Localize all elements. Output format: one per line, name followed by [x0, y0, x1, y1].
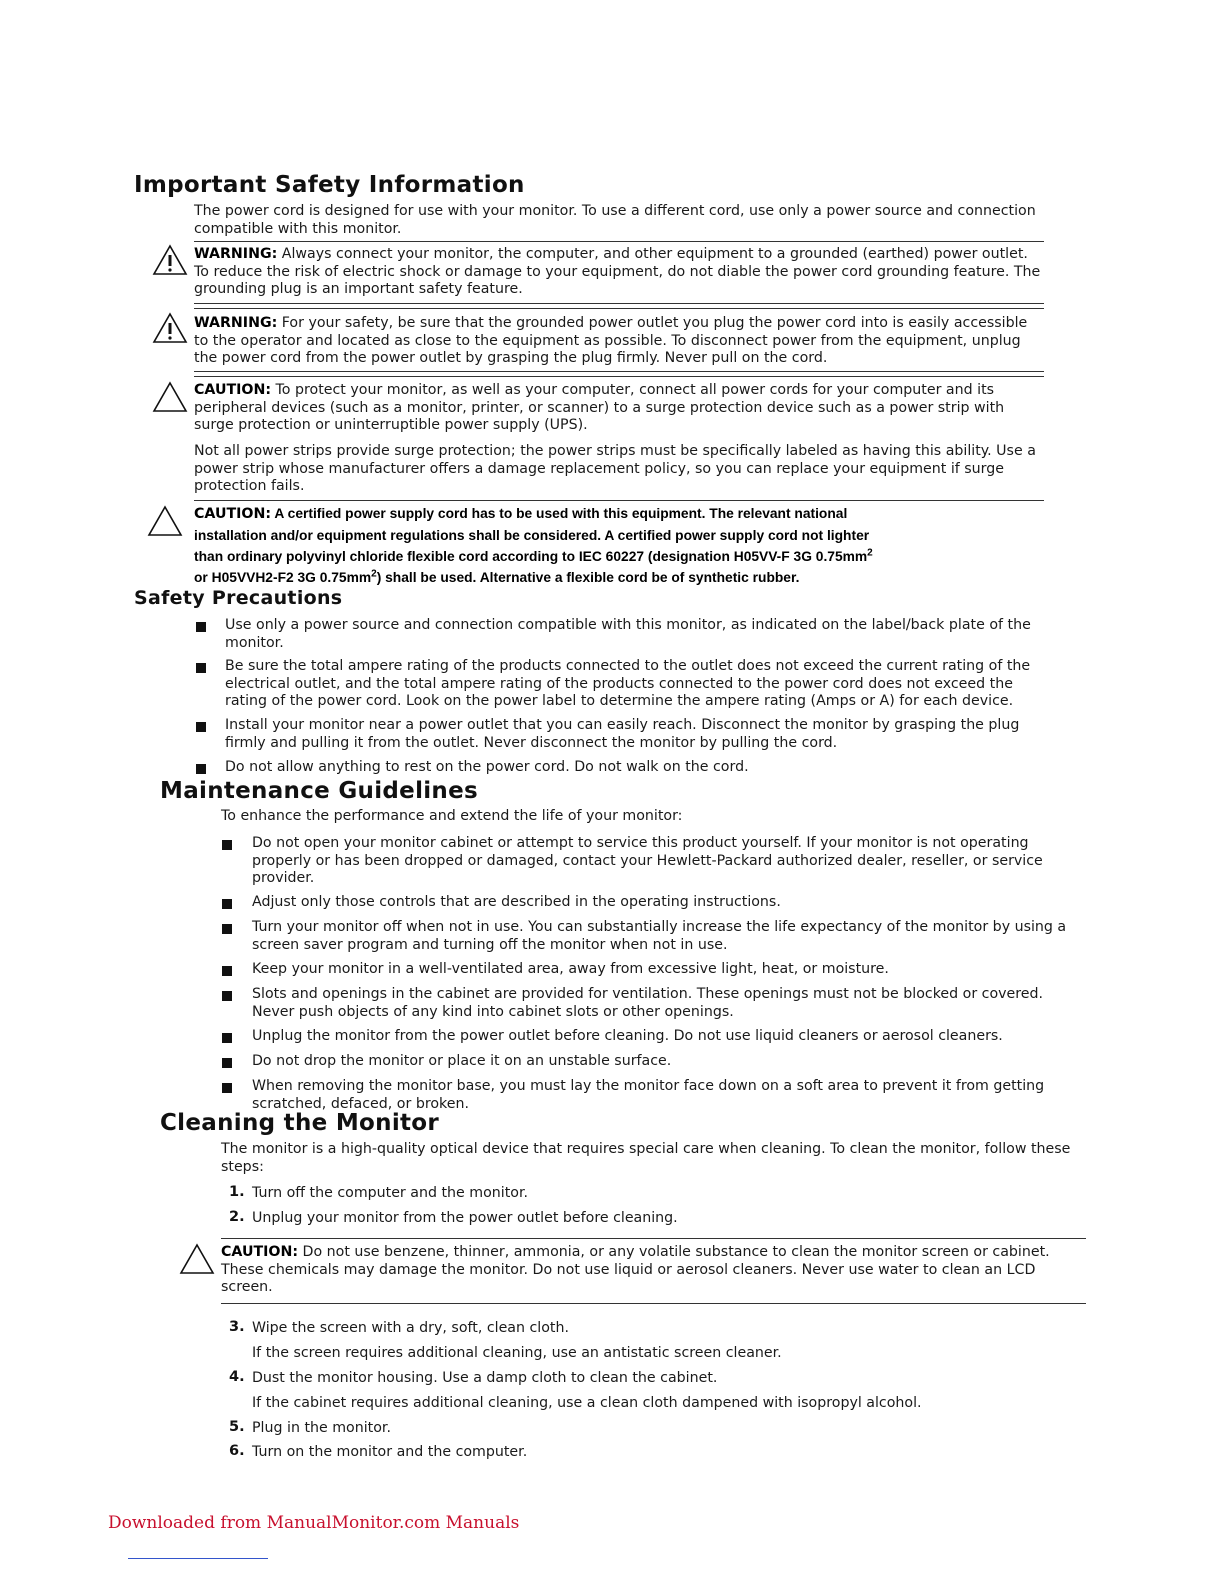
warning-2: [194, 315, 1044, 368]
bullet-icon: [222, 1083, 232, 1093]
list-item: Install your monitor near a power outlet that you can easily reach. Disconnect the monitor by grasping the plug firmly and pulling it from the outlet. Never disconnect the monitor by pulling the cord.: [225, 717, 1020, 751]
list-item: Do not allow anything to rest on the power cord. Do not walk on the cord.: [225, 759, 749, 775]
safety-intro: The power cord is designed for use with your monitor. To use a different cord, use only a power source and connection compatible with this monitor.: [194, 203, 1036, 237]
maintenance-intro: To enhance the performance and extend the life of your monitor:: [221, 808, 683, 824]
step-number: 6.: [229, 1443, 245, 1459]
step-4-note: If the cabinet requires additional cleaning, use a clean cloth dampened with isopropyl alcohol.: [252, 1395, 922, 1411]
cleaning-intro: The monitor is a high-quality optical device that requires special care when cleaning. To clean the monitor, follow these steps:: [221, 1141, 1071, 1175]
divider: [221, 1238, 1086, 1239]
bullet-icon: [196, 722, 206, 732]
warning-1-text: Always connect your monitor, the computer, and other equipment to a grounded (earthed) power outlet. To reduce the risk of electric shock or damage to your equipment, do not diable the power cord grounding feature. The grounding plug is an important safety feature.: [194, 246, 1041, 297]
divider: [194, 308, 1044, 309]
bullet-icon: [196, 622, 206, 632]
bullet-icon: [222, 1033, 232, 1043]
list-item: Adjust only those controls that are described in the operating instructions.: [252, 894, 781, 910]
caution-icon: [177, 1243, 215, 1277]
bullet-icon: [196, 663, 206, 673]
superscript: 2: [371, 568, 377, 580]
bullet-icon: [196, 764, 206, 774]
step-2: Unplug your monitor from the power outlet before cleaning.: [252, 1210, 678, 1226]
list-item: Keep your monitor in a well-ventilated area, away from excessive light, heat, or moisture.: [252, 961, 889, 977]
divider: [194, 371, 1044, 372]
divider: [194, 500, 1044, 501]
caution-2-line-2: installation and/or equipment regulations shall be considered. A certified power supply cord not lighter: [194, 528, 870, 543]
warning-1-label: WARNING:: [194, 246, 278, 262]
warning-icon: [150, 244, 188, 278]
section-title-maintenance: Maintenance Guidelines: [160, 778, 478, 804]
step-1: Turn off the computer and the monitor.: [252, 1185, 528, 1201]
caution-icon: [145, 505, 183, 539]
caution-2-text-1: A certified power supply cord has to be used with this equipment. The relevant national: [271, 506, 848, 521]
step-4: Dust the monitor housing. Use a damp cloth to clean the cabinet.: [252, 1370, 718, 1386]
cleaning-caution-text: Do not use benzene, thinner, ammonia, or any volatile substance to clean the monitor screen or cabinet. These chemicals may damage the monitor. Do not use liquid or aerosol cleaners. Never use water to clean an LCD screen.: [221, 1244, 1050, 1295]
footer-underline: [128, 1558, 268, 1559]
caution-1: [194, 382, 1044, 435]
caution-1-text: To protect your monitor, as well as your computer, connect all power cords for your computer and its peripheral devices (such as a monitor, printer, or scanner) to a surge protection device such as a power strip with surge protection or uninterruptible power supply (UPS).: [194, 382, 1005, 433]
caution-2-label: CAUTION:: [194, 506, 272, 522]
caution-1-label: CAUTION:: [194, 382, 272, 398]
warning-icon: [150, 312, 188, 346]
caution-2-text-4a: or H05VVH2-F2 3G 0.75mm: [194, 570, 372, 585]
bullet-icon: [222, 840, 232, 850]
cleaning-caution: [221, 1244, 1086, 1297]
list-item: When removing the monitor base, you must lay the monitor face down on a soft area to prevent it from getting scratched, defaced, or broken.: [252, 1078, 1045, 1112]
cleaning-caution-label: CAUTION:: [221, 1244, 299, 1260]
step-5: Plug in the monitor.: [252, 1420, 391, 1436]
warning-2-label: WARNING:: [194, 315, 278, 331]
list-item: Slots and openings in the cabinet are provided for ventilation. These openings must not be blocked or covered. Never push objects of any kind into cabinet slots or other openings.: [252, 986, 1044, 1020]
step-number: 5.: [229, 1419, 245, 1435]
list-item: Turn your monitor off when not in use. You can substantially increase the life expectancy of the monitor by using a screen saver program and turning off the monitor when not in use.: [252, 919, 1067, 953]
section-title-precautions: Safety Precautions: [134, 587, 343, 609]
step-3: Wipe the screen with a dry, soft, clean cloth.: [252, 1320, 569, 1336]
warning-1: [194, 246, 1044, 299]
bullet-icon: [222, 899, 232, 909]
list-item: Unplug the monitor from the power outlet before cleaning. Do not use liquid cleaners or aerosol cleaners.: [252, 1028, 1003, 1044]
footer-download-link[interactable]: Downloaded from ManualMonitor.com Manuals: [108, 1513, 520, 1533]
caution-2-text-3: than ordinary polyvinyl chloride flexible cord according to IEC 60227 (designation H05VV-F 3G 0.75mm: [194, 549, 868, 564]
step-number: 1.: [229, 1184, 245, 1200]
superscript: 2: [867, 547, 873, 559]
caution-2-line-1: [194, 503, 1074, 525]
section-title-safety: Important Safety Information: [134, 172, 525, 198]
list-item: Use only a power source and connection compatible with this monitor, as indicated on the label/back plate of the monitor.: [225, 617, 1031, 651]
caution-1-extra: Not all power strips provide surge protection; the power strips must be specifically labeled as having this ability. Use a power strip whose manufacturer offers a damage replacement policy, so you can replace your equipment if surge protection fails.: [194, 443, 1036, 494]
caution-2: [194, 503, 1074, 588]
list-item: Do not open your monitor cabinet or attempt to service this product yourself. If your monitor is not operating properly or has been dropped or damaged, contact your Hewlett-Packard authorized dealer, reseller, or service provider.: [252, 835, 1043, 886]
list-item: Do not drop the monitor or place it on an unstable surface.: [252, 1053, 672, 1069]
section-title-cleaning: Cleaning the Monitor: [160, 1110, 440, 1136]
step-number: 4.: [229, 1369, 245, 1385]
bullet-icon: [222, 924, 232, 934]
caution-2-text-4b: ) shall be used. Alternative a flexible cord be of synthetic rubber.: [376, 570, 800, 585]
divider: [194, 376, 1044, 377]
caution-2-line-4: [194, 567, 1074, 588]
divider: [221, 1303, 1086, 1304]
step-number: 3.: [229, 1319, 245, 1335]
bullet-icon: [222, 966, 232, 976]
bullet-icon: [222, 991, 232, 1001]
step-number: 2.: [229, 1209, 245, 1225]
step-3-note: If the screen requires additional cleaning, use an antistatic screen cleaner.: [252, 1345, 782, 1361]
bullet-icon: [222, 1058, 232, 1068]
divider: [194, 303, 1044, 304]
caution-icon: [150, 381, 188, 415]
warning-2-text: For your safety, be sure that the grounded power outlet you plug the power cord into is easily accessible to the operator and located as close to the equipment as possible. To disconnect power from the equipment, unplug the power cord from the power outlet by grasping the plug firmly. Never pull on the cord.: [194, 315, 1028, 366]
step-6: Turn on the monitor and the computer.: [252, 1444, 528, 1460]
divider: [194, 241, 1044, 242]
caution-2-line-3: [194, 546, 1074, 567]
list-item: Be sure the total ampere rating of the products connected to the outlet does not exceed the current rating of the electrical outlet, and the total ampere rating of the products connected to the power cord does not exceed the rating of the power cord. Look on the power label to determine the ampere rating (Amps or A) for each device.: [225, 658, 1031, 709]
